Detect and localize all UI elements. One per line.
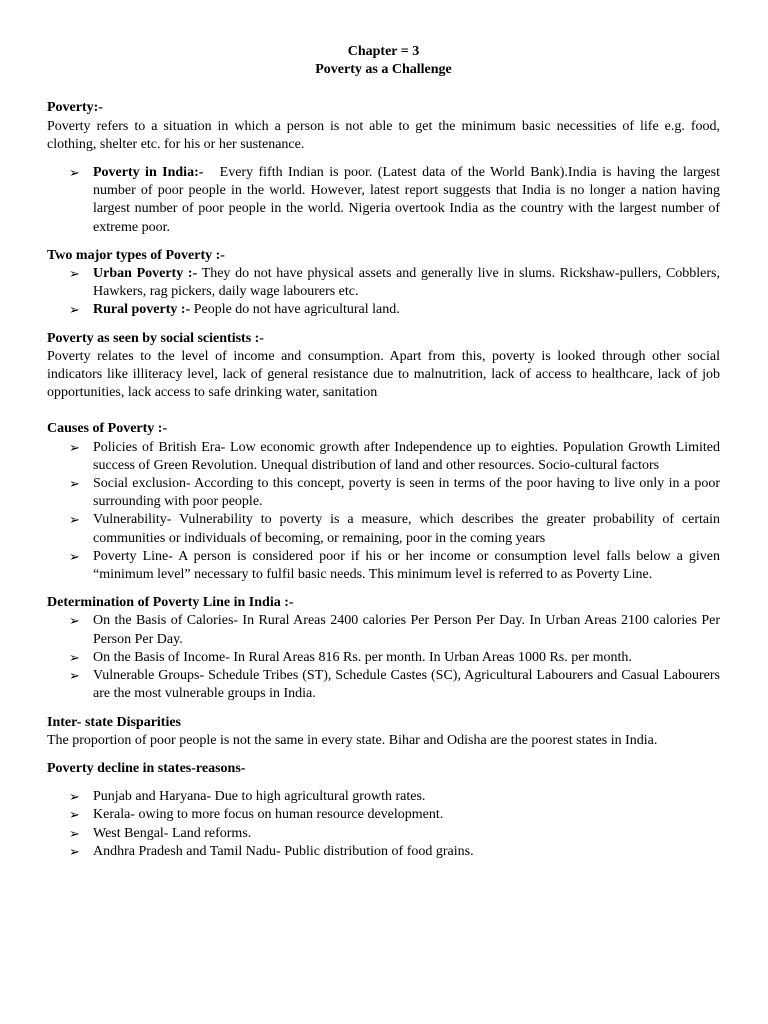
causes-list — [47, 439, 720, 585]
arrow-bullet-icon: ➢ — [69, 165, 80, 181]
arrow-bullet-icon: ➢ — [69, 512, 80, 528]
rural-poverty-label: Rural poverty :- — [93, 302, 191, 318]
list-item — [47, 843, 720, 861]
arrow-bullet-icon: ➢ — [69, 302, 80, 318]
determination-text: On the Basis of Calories- In Rural Areas 2400 calories Per Person Per Day. In Urban Areas 2100 calories Per Person Per Day. — [93, 613, 720, 647]
arrow-bullet-icon: ➢ — [69, 825, 80, 841]
list-item — [47, 649, 720, 667]
rural-poverty-text: People do not have agricultural land. — [193, 302, 400, 318]
arrow-bullet-icon: ➢ — [69, 649, 80, 665]
list-item — [47, 825, 720, 843]
decline-heading: Poverty decline in states-reasons- — [47, 760, 246, 776]
decline-list — [47, 788, 720, 861]
poverty-definition: Poverty refers to a situation in which a person is not able to get the minimum basic necessities of life e.g. food, clothing, shelter etc. for his or her sustenance. — [47, 118, 720, 152]
types-list — [47, 265, 720, 320]
arrow-bullet-icon: ➢ — [69, 668, 80, 684]
arrow-bullet-icon: ➢ — [69, 548, 80, 564]
list-item — [47, 475, 720, 511]
causes-heading: Causes of Poverty :- — [47, 421, 168, 437]
scientists-text: Poverty relates to the level of income and consumption. Apart from this, poverty is looked through other social indicators like illiteracy level, lack of general resistance due to malnutrition, lack of access to healthcare, lack of job opportunities, lack access to safe drinking water, sanitation — [47, 348, 720, 401]
list-item — [47, 667, 720, 703]
cause-text: Vulnerability- Vulnerability to poverty is a measure, which describes the greater probability of certain communities or individuals of becoming, or remaining, poor in the coming years — [93, 512, 720, 546]
list-item — [47, 548, 720, 584]
poverty-heading: Poverty:- — [47, 100, 103, 116]
arrow-bullet-icon: ➢ — [69, 843, 80, 859]
cause-text: Social exclusion- According to this concept, poverty is seen in terms of the poor having to live only in a poor surrounding with poor people. — [93, 476, 720, 510]
determination-heading: Determination of Poverty Line in India :- — [47, 595, 294, 611]
list-item — [47, 511, 720, 547]
urban-poverty-label: Urban Poverty :- — [93, 266, 198, 282]
chapter-number: Chapter = 3 — [347, 44, 420, 59]
arrow-bullet-icon: ➢ — [69, 789, 80, 805]
poverty-india-list — [47, 164, 720, 237]
poverty-india-label: Poverty in India:- — [93, 165, 204, 181]
determination-list — [47, 612, 720, 703]
arrow-bullet-icon: ➢ — [69, 266, 80, 282]
arrow-bullet-icon: ➢ — [69, 807, 80, 823]
document-page — [47, 43, 720, 861]
list-item — [47, 301, 720, 319]
list-item — [47, 439, 720, 475]
decline-text: Andhra Pradesh and Tamil Nadu- Public distribution of food grains. — [93, 843, 474, 859]
decline-text: Kerala- owing to more focus on human resource development. — [93, 807, 444, 823]
arrow-bullet-icon: ➢ — [69, 476, 80, 492]
urban-poverty-text: They do not have physical assets and generally live in slums. Rickshaw-pullers, Cobblers, Hawkers, rag pickers, daily wage labourers etc. — [93, 266, 720, 300]
list-item — [47, 164, 720, 237]
cause-text: Poverty Line- A person is considered poor if his or her income or consumption level falls below a given “minimum level” necessary to fulfil basic needs. This minimum level is referred to as Poverty Line. — [93, 548, 720, 583]
chapter-title: Poverty as a Challenge — [315, 62, 452, 78]
arrow-bullet-icon: ➢ — [69, 439, 80, 455]
list-item — [47, 788, 720, 806]
determination-text: Vulnerable Groups- Schedule Tribes (ST), Schedule Castes (SC), Agricultural Labourers and Casual Labourers are the most vulnerable groups in India. — [93, 668, 720, 702]
decline-text: Punjab and Haryana- Due to high agricultural growth rates. — [93, 789, 426, 805]
list-item — [47, 806, 720, 824]
interstate-text: The proportion of poor people is not the same in every state. Bihar and Odisha are the poorest states in India. — [47, 732, 658, 748]
list-item — [47, 612, 720, 648]
arrow-bullet-icon: ➢ — [69, 613, 80, 629]
types-heading: Two major types of Poverty :- — [47, 247, 225, 263]
scientists-heading: Poverty as seen by social scientists :- — [47, 330, 264, 346]
list-item — [47, 265, 720, 301]
determination-text: On the Basis of Income- In Rural Areas 816 Rs. per month. In Urban Areas 1000 Rs. per month. — [93, 649, 632, 665]
interstate-heading: Inter- state Disparities — [47, 714, 182, 730]
decline-text: West Bengal- Land reforms. — [93, 825, 252, 841]
poverty-india-text: Every fifth Indian is poor. (Latest data of the World Bank).India is having the largest number of poor people in the world. However, latest report suggests that India is no longer a nation having largest number of poor people in the world. Nigeria overtook India as the country with the largest number of extreme poor. — [93, 165, 720, 235]
cause-text: Policies of British Era- Low economic growth after Independence up to eighties. Population Growth Limited success of Green Revolution. Unequal distribution of land and other resources. Socio-cultural factors — [93, 439, 720, 473]
